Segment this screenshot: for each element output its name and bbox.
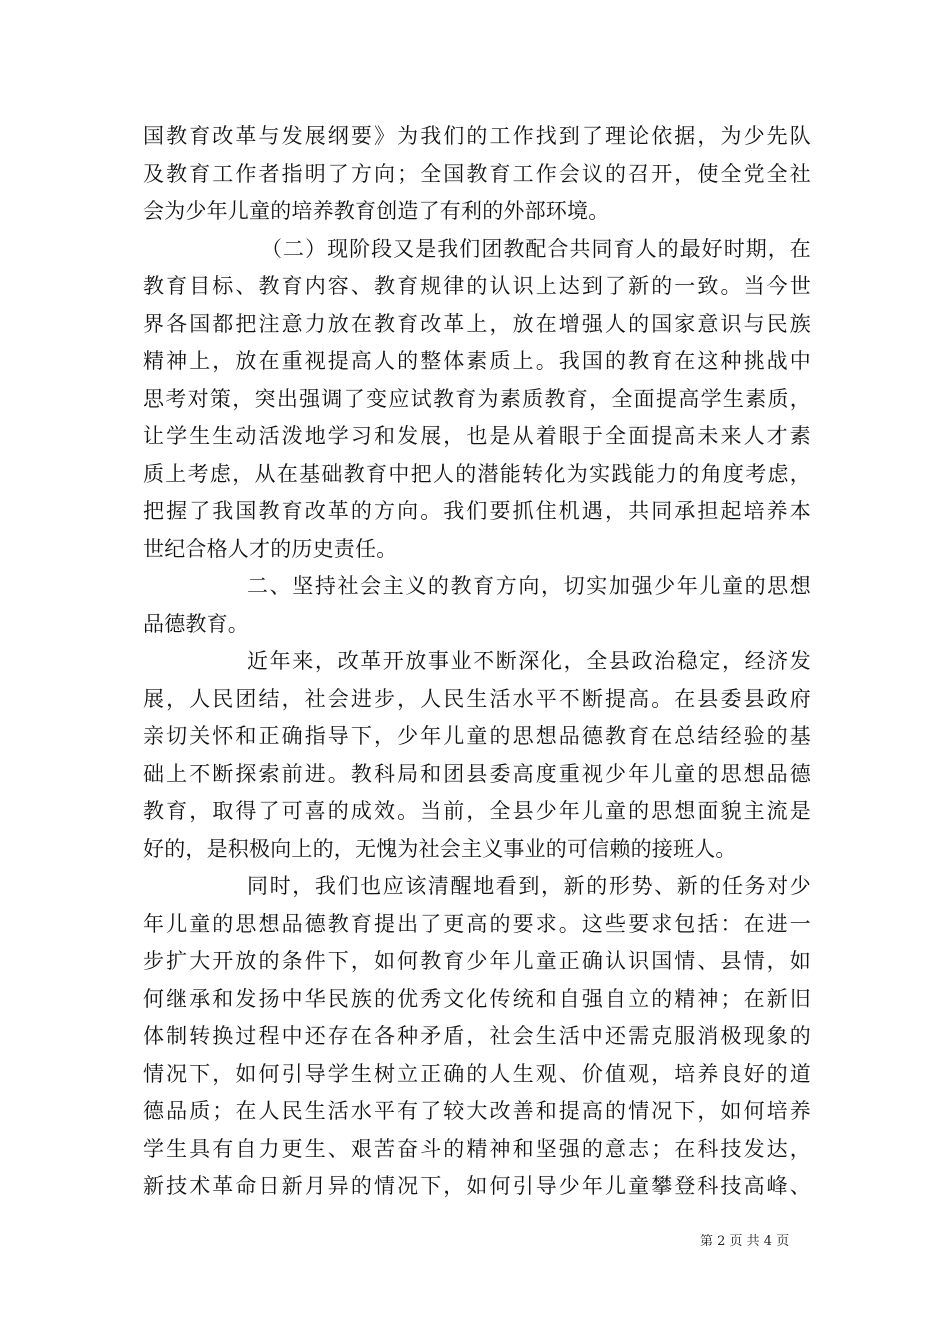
- section-heading-line: 品德教育。: [143, 611, 249, 636]
- text-line: 教育目标、教育内容、教育规律的认识上达到了新的一致。当今世: [143, 274, 811, 298]
- text-line: 亲切关怀和正确指导下，少年儿童的思想品德教育在总结经验的基: [143, 724, 811, 748]
- text-line: （二）现阶段又是我们团教配合共同育人的最好时期，在: [261, 236, 811, 261]
- text-line: 把握了我国教育改革的方向。我们要抓住机遇，共同承担起培养本: [143, 499, 811, 523]
- text-line: 础上不断探索前进。教科局和团县委高度重视少年儿童的思想品德: [143, 761, 811, 786]
- text-line: 及教育工作者指明了方向；全国教育工作会议的召开，使全党全社: [143, 161, 811, 186]
- text-line: 精神上，放在重视提高人的整体素质上。我国的教育在这种挑战中: [143, 349, 811, 373]
- text-line: 年儿童的思想品德教育提出了更高的要求。这些要求包括：在进一: [143, 911, 811, 936]
- text-line: 德品质；在人民生活水平有了较大改善和提高的情况下，如何培养: [143, 1099, 811, 1123]
- text-line: 新技术革命日新月异的情况下，如何引导少年儿童攀登科技高峰、: [143, 1174, 811, 1198]
- text-line: 会为少年儿童的培养教育创造了有利的外部环境。: [143, 199, 610, 223]
- text-line: 近年来，改革开放事业不断深化，全县政治稳定，经济发: [247, 649, 811, 673]
- text-line: 思考对策，突出强调了变应试教育为素质教育，全面提高学生素质，: [143, 386, 811, 411]
- document-body: [143, 118, 811, 1206]
- text-line: 质上考虑，从在基础教育中把人的潜能转化为实践能力的角度考虑，: [143, 461, 811, 486]
- text-line: 步扩大开放的条件下，如何教育少年儿童正确认识国情、县情，如: [143, 949, 811, 973]
- text-line: 展，人民团结，社会进步，人民生活水平不断提高。在县委县政府: [143, 686, 811, 711]
- section-heading-line: 二、坚持社会主义的教育方向，切实加强少年儿童的思想: [247, 574, 811, 598]
- text-line: 好的，是积极向上的，无愧为社会主义事业的可信赖的接班人。: [143, 836, 737, 861]
- text-line: 学生具有自力更生、艰苦奋斗的精神和坚强的意志；在科技发达，: [143, 1136, 811, 1161]
- text-line: 界各国都把注意力放在教育改革上，放在增强人的国家意识与民族: [143, 311, 811, 336]
- text-line: 同时，我们也应该清醒地看到，新的形势、新的任务对少: [247, 874, 811, 898]
- text-line: 让学生生动活泼地学习和发展，也是从着眼于全面提高未来人才素: [143, 424, 811, 448]
- text-line: 体制转换过程中还存在各种矛盾，社会生活中还需克服消极现象的: [143, 1024, 811, 1048]
- text-line: 国教育改革与发展纲要》为我们的工作找到了理论依据，为少先队: [143, 124, 811, 148]
- page-number-footer: 第 2 页 共 4 页: [700, 1234, 790, 1249]
- text-line: 教育，取得了可喜的成效。当前，全县少年儿童的思想面貌主流是: [143, 799, 811, 823]
- text-line: 何继承和发扬中华民族的优秀文化传统和自强自立的精神；在新旧: [143, 986, 811, 1011]
- text-line: 情况下，如何引导学生树立正确的人生观、价值观，培养良好的道: [143, 1061, 811, 1086]
- text-line: 世纪合格人才的历史责任。: [143, 536, 398, 561]
